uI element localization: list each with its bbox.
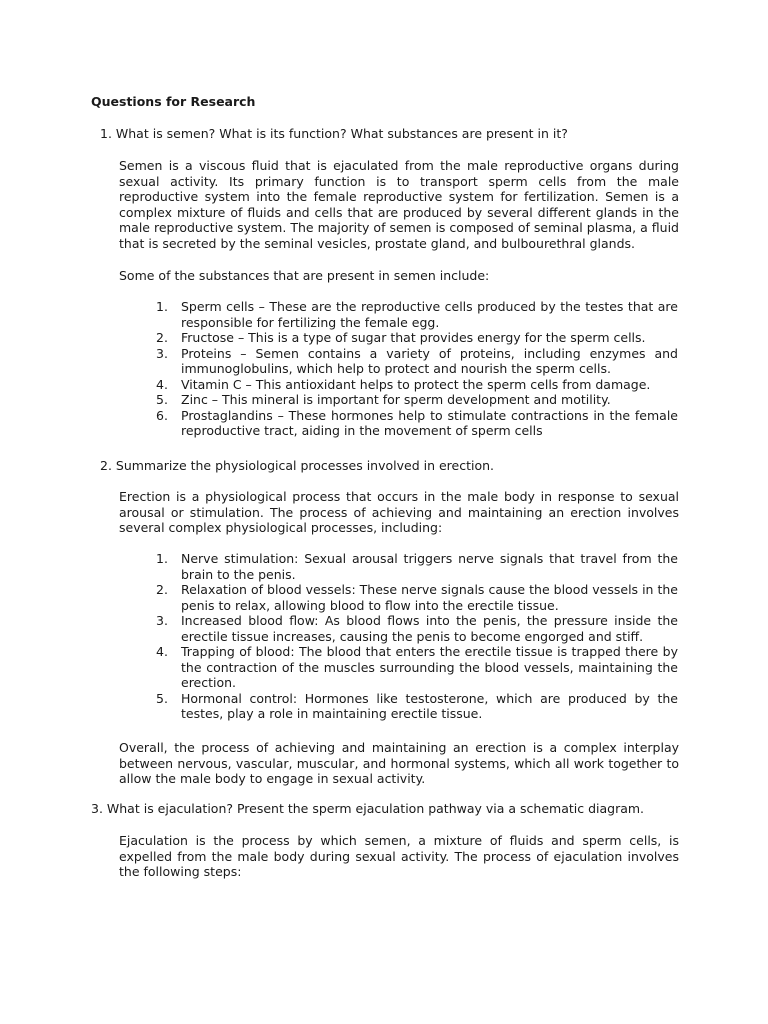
list-item — [156, 582, 678, 613]
list-item-text: Vitamin C – This antioxidant helps to protect the sperm cells from damage. — [181, 376, 651, 392]
list-item-number: 3. — [156, 613, 168, 628]
answer-3-paragraph-1: Ejaculation is the process by which semen, a mixture of fluids and sperm cells, is expelled from the male body during sexual activity. The process of ejaculation involves the following steps: — [119, 833, 679, 879]
list-item-number: 5. — [156, 392, 168, 407]
list-item-number: 3. — [156, 345, 168, 361]
list-item — [156, 392, 678, 408]
erection-processes-list — [156, 551, 678, 722]
list-item-number: 2. — [156, 330, 168, 345]
list-item — [156, 299, 678, 330]
list-item — [156, 691, 678, 722]
list-item-text: Relaxation of blood vessels: These nerve signals cause the blood vessels in the penis to relax, allowing blood to flow into the erectile tissue. — [181, 582, 678, 613]
answer-2-paragraph-1: Erection is a physiological process that occurs in the male body in response to sexual arousal or stimulation. The process of achieving and maintaining an erection involves several complex physiological processes, including: — [119, 489, 679, 535]
list-item-text: Nerve stimulation: Sexual arousal triggers nerve signals that travel from the brain to the penis. — [181, 551, 678, 582]
list-item-text: Prostaglandins – These hormones help to stimulate contractions in the female reproductive tract, aiding in the movement of sperm cells — [181, 407, 678, 438]
list-item-text: Zinc – This mineral is important for sperm development and motility. — [181, 392, 611, 407]
question-1: 1. What is semen? What is its function? What substances are present in it? — [100, 126, 568, 141]
list-item-number: 5. — [156, 690, 168, 706]
list-item-text: Sperm cells – These are the reproductive cells produced by the testes that are responsible for fertilizing the female egg. — [181, 299, 678, 330]
list-item-text: Hormonal control: Hormones like testosterone, which are produced by the testes, play a role in maintaining erectile tissue. — [181, 690, 678, 721]
list-item-text: Increased blood flow: As blood flows into the penis, the pressure inside the erectile tissue increases, causing the penis to become engorged and stiff. — [181, 613, 678, 644]
list-item-number: 4. — [156, 644, 168, 659]
question-3: 3. What is ejaculation? Present the sperm ejaculation pathway via a schematic diagram. — [91, 801, 645, 816]
question-2: 2. Summarize the physiological processes involved in erection. — [100, 458, 495, 473]
list-item-text: Proteins – Semen contains a variety of proteins, including enzymes and immunoglobulins, which help to protect and nourish the sperm cells. — [181, 345, 678, 376]
list-item-number: 2. — [156, 582, 168, 597]
list-item-number: 1. — [156, 551, 168, 566]
page-title: Questions for Research — [91, 94, 256, 109]
answer-1-paragraph-1: Semen is a viscous fluid that is ejaculated from the male reproductive organs during sexual activity. Its primary function is to transport sperm cells from the male reproductive system into the female reproductive system for fertilization. Semen is a complex mixture of fluids and cells that are produced by several different glands in the male reproductive system. The majority of semen is composed of seminal plasma, a fluid that is secreted by the seminal vesicles, prostate gland, and bulbourethral glands. — [119, 158, 679, 251]
list-item — [156, 408, 678, 439]
list-item — [156, 551, 678, 582]
list-item — [156, 377, 678, 393]
list-item-number: 4. — [156, 376, 168, 392]
answer-2-paragraph-2: Overall, the process of achieving and maintaining an erection is a complex interplay between nervous, vascular, muscular, and hormonal systems, which all work together to allow the male body to engage in sexual activity. — [119, 740, 679, 786]
list-item-number: 1. — [156, 299, 168, 314]
answer-1-paragraph-2: Some of the substances that are present in semen include: — [119, 268, 490, 283]
list-item-text: Trapping of blood: The blood that enters the erectile tissue is trapped there by the contraction of the muscles surrounding the blood vessels, maintaining the erection. — [181, 644, 678, 690]
list-item-text: Fructose – This is a type of sugar that provides energy for the sperm cells. — [181, 330, 646, 345]
list-item — [156, 613, 678, 644]
list-item — [156, 330, 678, 346]
list-item — [156, 644, 678, 691]
list-item — [156, 346, 678, 377]
list-item-number: 6. — [156, 407, 168, 423]
semen-substances-list — [156, 299, 678, 439]
